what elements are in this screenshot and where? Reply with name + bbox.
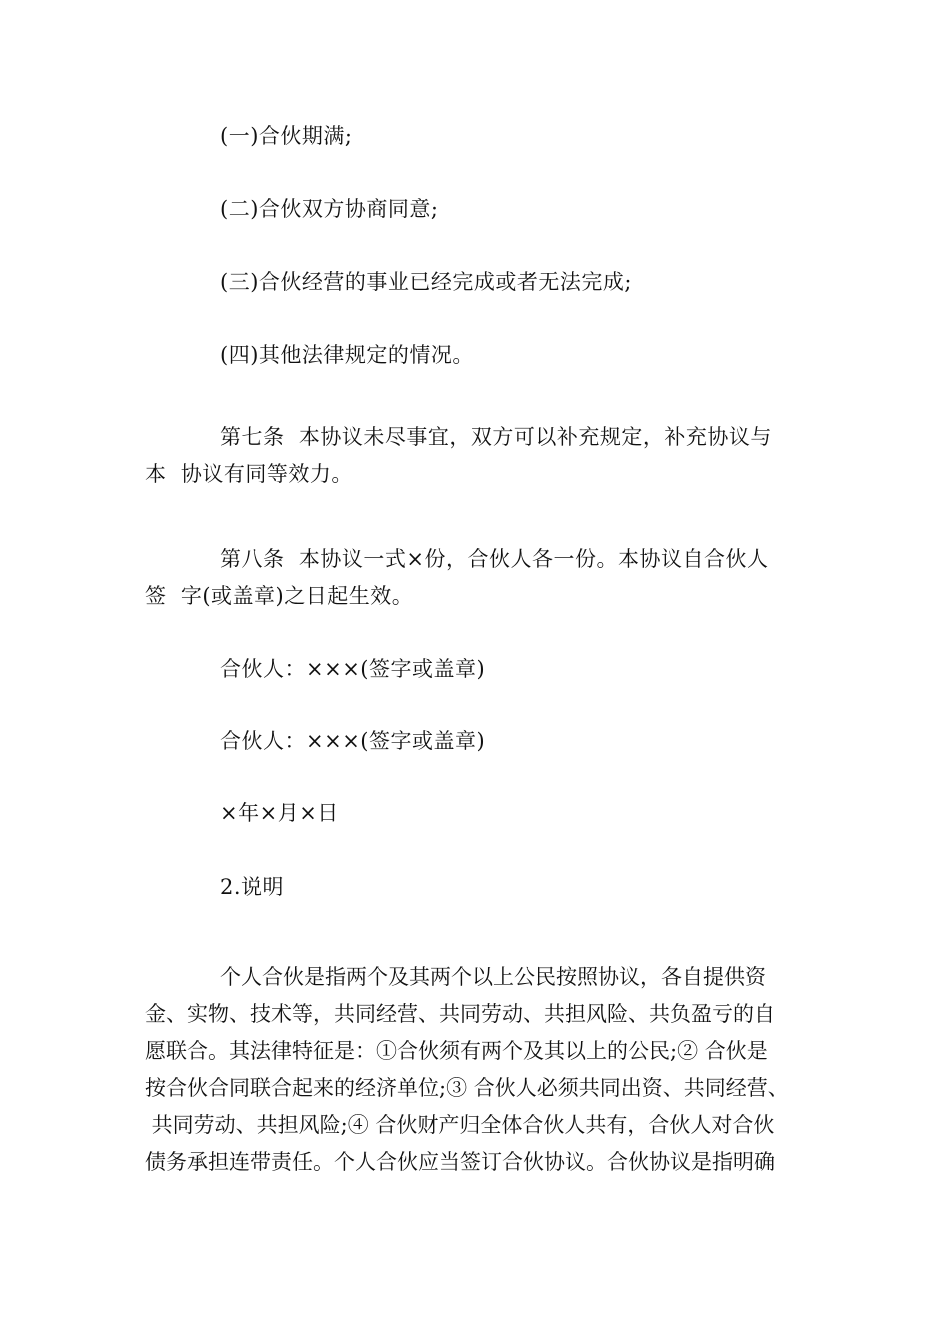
explanation-line-1: 个人合伙是指两个及其两个以上公民按照协议，各自提供资 bbox=[220, 965, 766, 989]
article-8-line-1: 第八条 本协议一式×份，合伙人各一份。本协议自合伙人 bbox=[220, 547, 769, 571]
list-item-2: (二)合伙双方协商同意; bbox=[220, 197, 439, 221]
article-7-line-2: 本 协议有同等效力。 bbox=[145, 462, 353, 486]
explanation-line-5: 共同劳动、共担风险;④ 合伙财产归全体合伙人共有，合伙人对合伙 bbox=[145, 1113, 775, 1137]
article-8-line-2: 签 字(或盖章)之日起生效。 bbox=[145, 584, 414, 608]
article-7-line-1: 第七条 本协议未尽事宜，双方可以补充规定，补充协议与 bbox=[220, 425, 772, 449]
signature-line-1: 合伙人：×××(签字或盖章) bbox=[220, 657, 486, 681]
signature-line-2: 合伙人：×××(签字或盖章) bbox=[220, 729, 486, 753]
explanation-line-6: 债务承担连带责任。个人合伙应当签订合伙协议。合伙协议是指明确 bbox=[145, 1150, 775, 1174]
explanation-paragraph bbox=[145, 959, 820, 1181]
list-item-3: (三)合伙经营的事业已经完成或者无法完成; bbox=[220, 270, 632, 294]
section-heading: 2.说明 bbox=[220, 875, 285, 899]
list-item-1: (一)合伙期满; bbox=[220, 124, 353, 148]
explanation-line-4: 按合伙合同联合起来的经济单位;③ 合伙人必须共同出资、共同经营、 bbox=[145, 1076, 789, 1100]
explanation-line-2: 金、实物、技术等，共同经营、共同劳动、共担风险、共负盈亏的自 bbox=[145, 1002, 775, 1026]
date-line: ×年×月×日 bbox=[220, 801, 339, 825]
list-item-4: (四)其他法律规定的情况。 bbox=[220, 343, 474, 367]
explanation-line-3: 愿联合。其法律特征是：①合伙须有两个及其以上的公民;② 合伙是 bbox=[145, 1039, 768, 1063]
